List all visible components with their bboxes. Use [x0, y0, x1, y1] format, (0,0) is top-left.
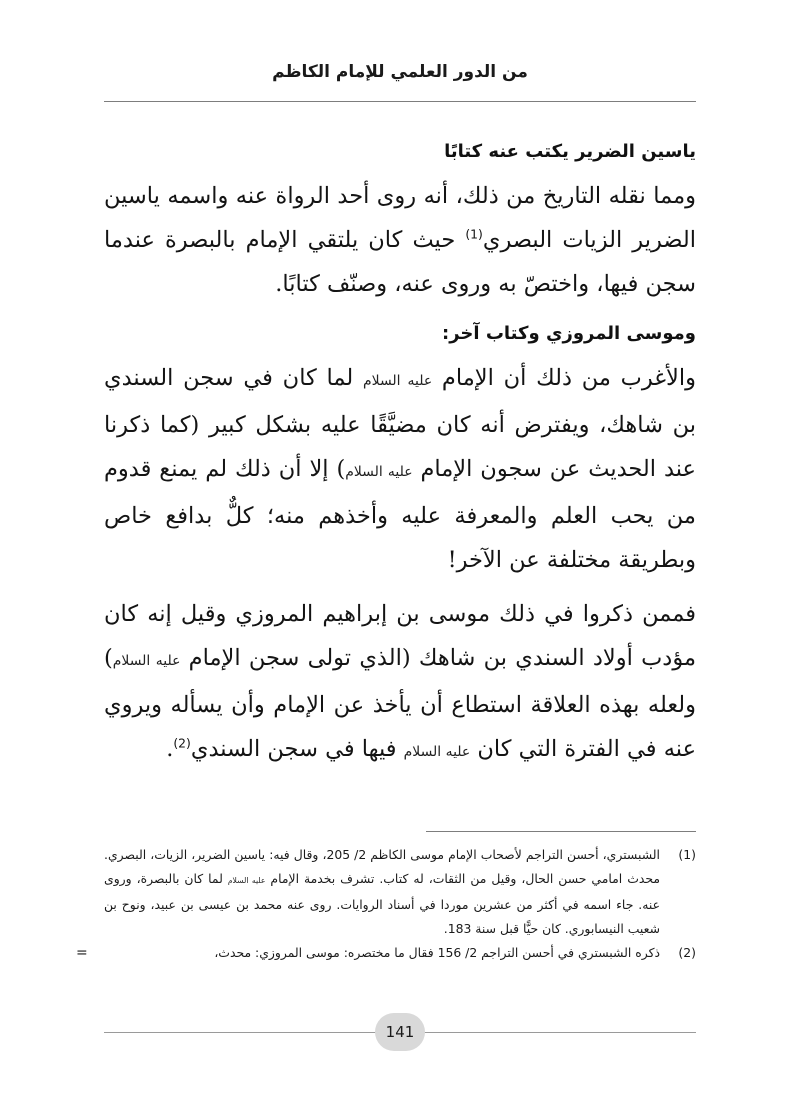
honorific-symbol: عليه السلام	[112, 653, 181, 669]
footnote-2: (2) ذكره الشبستري في أحسن التراجم 2/ 156 فقال ما مختصره: موسى المروزي: محدث، =	[104, 941, 696, 965]
paragraph-yasin: ومما نقله التاريخ من ذلك، أنه روى أحد الرواة عنه واسمه ياسين الضرير الزيات البصري$^{(1)}$ حيث كان يلتقي الإمام بالبصرة عندما سجن فيها، واختصّ به وروى عنه، وصنّف كتابًا.	[104, 183, 696, 297]
footnote-number: (1)	[678, 847, 696, 862]
running-header: من الدور العلمي للإمام الكاظم	[272, 62, 528, 82]
footnotes	[76, 843, 696, 965]
page-number: 141	[375, 1013, 425, 1051]
honorific-symbol: عليه السلام	[227, 876, 266, 885]
honorific-symbol: عليه السلام	[403, 744, 471, 760]
footnote-ref-2[interactable]: (2)	[173, 736, 191, 751]
honorific-symbol: عليه السلام	[363, 373, 433, 389]
header-rule	[104, 101, 696, 102]
footnote-number: (2)	[678, 945, 696, 960]
footnote-rule	[426, 831, 696, 832]
section-heading-musa: وموسى المروزي وكتاب آخر:	[442, 323, 696, 344]
continuation-mark: =	[76, 945, 88, 961]
paragraph-musa-marwazi: فممن ذكروا في ذلك موسى بن إبراهيم المروزي وقيل إنه كان مؤدب أولاد السندي بن شاهك (الذي تولى سجن الإمام عليه السلام) ولعله بهذه العلاقة استطاع أن يأخذ عن الإمام وأن يسأله ويروي عنه في الفترة التي كان عليه السلام فيها في سجن السندي$^{(2)}$.	[104, 601, 696, 762]
footnote-ref-1[interactable]: (1)	[465, 227, 483, 242]
honorific-symbol: عليه السلام	[345, 464, 413, 480]
footnote-1: (1) الشبستري، أحسن التراجم لأصحاب الإمام موسى الكاظم 2/ 205، وقال فيه: ياسين الضرير، الزيات، البصري. محدث امامي حسن الحال، وقيل من الثقات، له كتاب. تشرف بخدمة الإمام عليه السلام لما كان بالبصرة، وروى عنه. جاء اسمه في أكثر من عشرين موردا في أسناد الروايات. روى عنه محمد بن عيسى بن عبيد، ونوح بن شعيب النيسابوري. كان حيًّا قبل سنة 183.	[104, 843, 696, 941]
section-heading-yasin: ياسين الضرير يكتب عنه كتابًا	[444, 141, 696, 162]
paragraph-sindi-prison: والأغرب من ذلك أن الإمام عليه السلام لما كان في سجن السندي بن شاهك، ويفترض أنه كان مضيَّقًا عليه بشكل كبير (كما ذكرنا عند الحديث عن سجون الإمام عليه السلام) إلا أن ذلك لم يمنع قدوم من يحب العلم والمعرفة عليه وأخذهم منه؛ كلٌّ بدافع خاص وبطريقة مختلفة عن الآخر!	[104, 365, 696, 573]
main-text	[104, 132, 696, 774]
